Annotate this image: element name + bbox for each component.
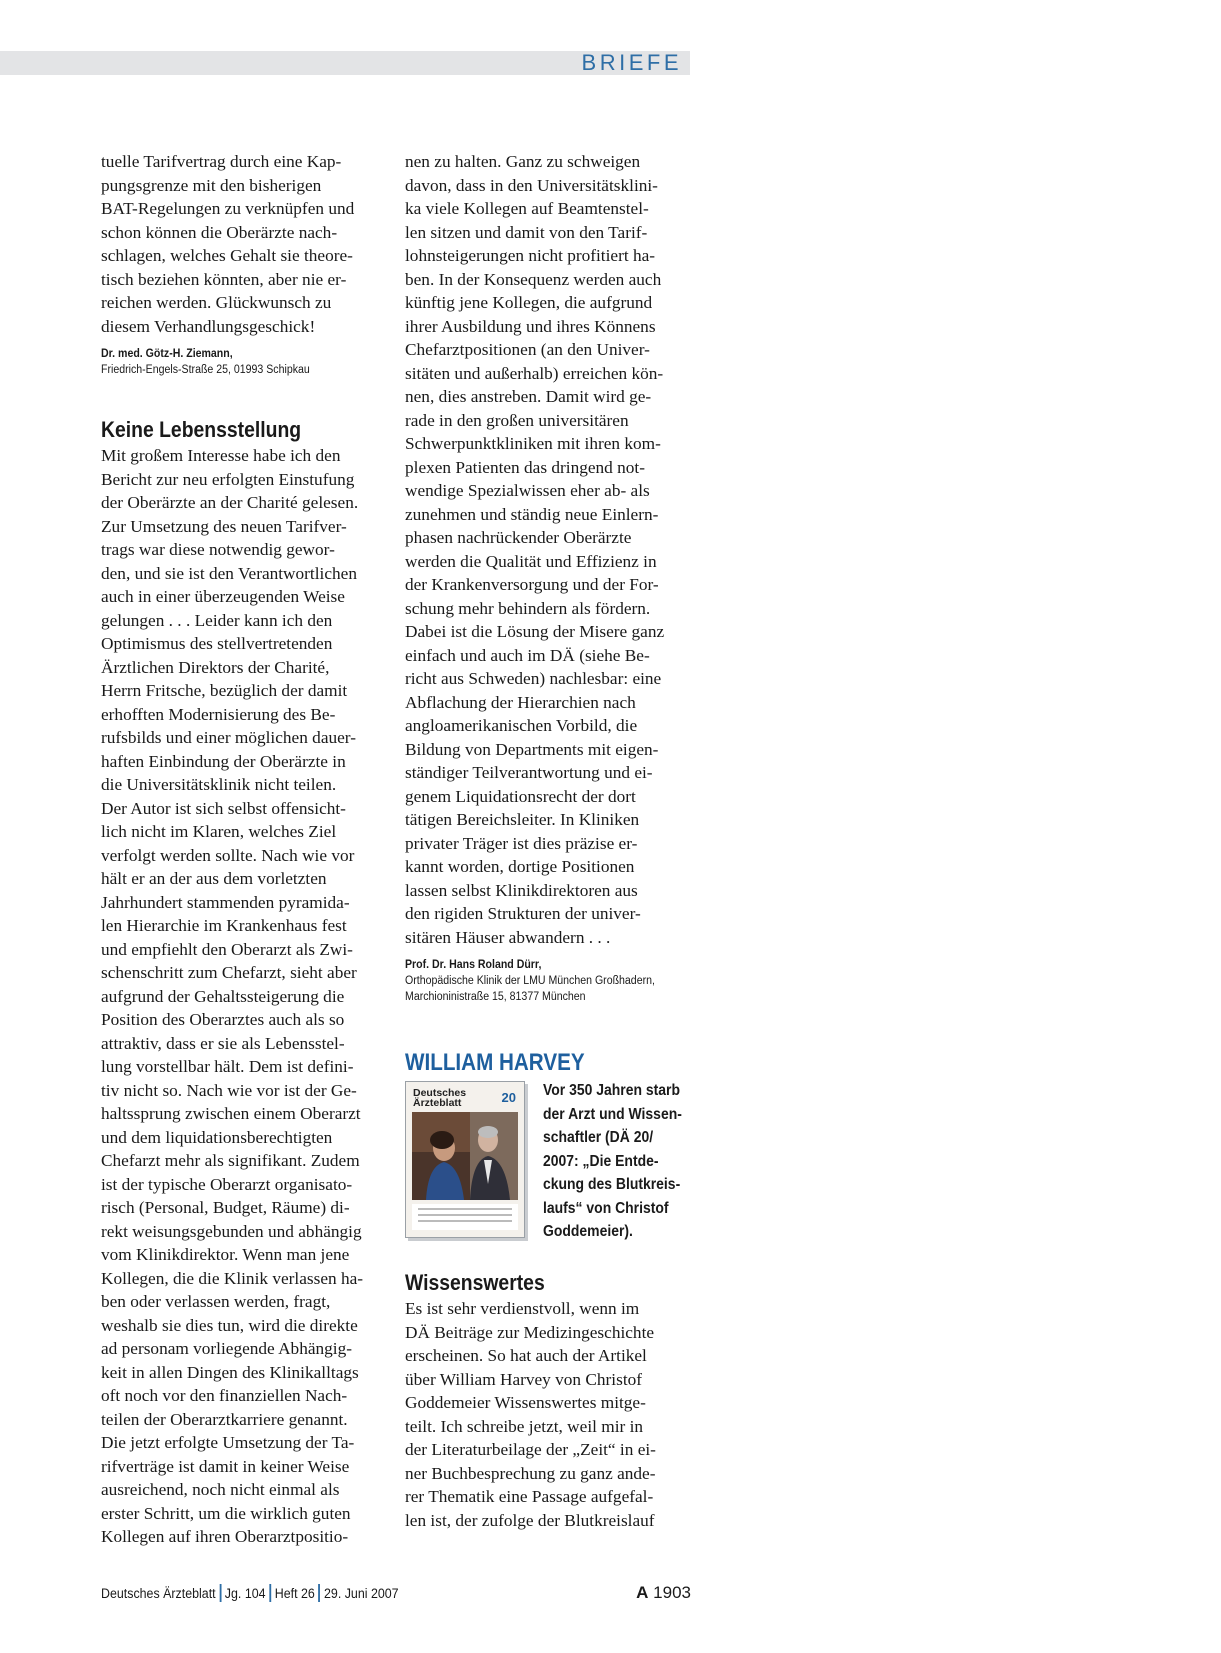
text-line: Chefarztpositionen (an den Univer- bbox=[405, 340, 650, 359]
text-line: BAT-Regelungen zu verknüpfen und bbox=[101, 199, 355, 218]
intro-paragraph bbox=[101, 150, 386, 338]
text-line: trags war diese notwendig gewor- bbox=[101, 540, 335, 559]
text-line: Dabei ist die Lösung der Misere ganz bbox=[405, 622, 665, 641]
text-line: aufgrund der Gehaltssteigerung die bbox=[101, 986, 345, 1006]
text-line: lich nicht im Klaren, welches Ziel bbox=[101, 822, 337, 841]
text-line: diesem Verhandlungsgeschick! bbox=[101, 316, 316, 336]
cover-logo-line: Ärzteblatt bbox=[413, 1097, 462, 1109]
text-line: künftig jene Kollegen, die aufgrund bbox=[405, 293, 653, 312]
footer-citation bbox=[101, 1583, 399, 1605]
page-number bbox=[636, 1582, 691, 1604]
article-body bbox=[405, 1297, 691, 1532]
text-line: zunehmen und ständig neue Einlern- bbox=[405, 504, 659, 524]
caption-line: schaftler (DÄ 20/ bbox=[543, 1129, 654, 1146]
article-heading: Wissenswertes bbox=[405, 1270, 545, 1295]
footer-separator bbox=[269, 1584, 271, 1602]
text-line: vom Klinikdirektor. Wenn man jene bbox=[101, 1245, 350, 1264]
text-line: rufsbilds und einer möglichen dauer- bbox=[101, 728, 356, 747]
text-line: wendige Spezialwissen eher ab- als bbox=[405, 481, 650, 500]
text-line: len ist, der zufolge der Blutkreislauf bbox=[405, 1510, 655, 1530]
text-line: werden die Qualität und Effizienz in bbox=[405, 551, 657, 571]
text-line: erhofften Modernisierung des Be- bbox=[101, 704, 336, 724]
footer-issue: Heft 26 bbox=[274, 1586, 315, 1601]
harvey-caption bbox=[543, 1079, 682, 1244]
text-line: tiv nicht so. Nach wie vor ist der Ge- bbox=[101, 1080, 357, 1100]
section-header-band bbox=[0, 51, 690, 75]
text-line: Die jetzt erfolgte Umsetzung der Ta- bbox=[101, 1433, 355, 1452]
text-line: hält er an der aus dem vorletzten bbox=[101, 869, 327, 888]
signature-name: Prof. Dr. Hans Roland Dürr, bbox=[405, 959, 542, 971]
text-line: nen zu halten. Ganz zu schweigen bbox=[405, 152, 641, 171]
text-line: und empfiehlt den Oberarzt als Zwi- bbox=[101, 939, 353, 959]
text-line: ständiger Teilverantwortung und ei- bbox=[405, 763, 653, 782]
text-line: ben. In der Konsequenz werden auch bbox=[405, 269, 662, 289]
text-line: Bericht zur neu erfolgten Einstufung bbox=[101, 469, 355, 489]
text-line: lassen selbst Klinikdirektoren aus bbox=[405, 880, 638, 900]
text-line: rekt weisungsgebunden und abhängig bbox=[101, 1221, 362, 1241]
footer-separator bbox=[219, 1584, 221, 1602]
signature-address: Marchioninistraße 15, 81377 München bbox=[405, 991, 586, 1003]
text-line: sitären Häuser abwandern . . . bbox=[405, 927, 611, 947]
journal-cover-image bbox=[405, 1081, 525, 1238]
text-line: der Krankenversorgung und der For- bbox=[405, 575, 659, 594]
text-line: ihrer Ausbildung und ihres Könnens bbox=[405, 316, 656, 336]
cover-logo bbox=[413, 1088, 466, 1108]
text-line: und dem liquidationsberechtigten bbox=[101, 1127, 333, 1147]
text-line: privater Träger ist dies präzise er- bbox=[405, 833, 638, 853]
article-heading: Keine Lebensstellung bbox=[101, 417, 302, 442]
page-prefix: A bbox=[636, 1583, 649, 1602]
text-line: Abflachung der Hierarchien nach bbox=[405, 692, 636, 712]
section-title: BRIEFE bbox=[581, 50, 682, 75]
text-line: einfach und auch im DÄ (siehe Be- bbox=[405, 645, 650, 665]
text-line: Ärztlichen Direktors der Charité, bbox=[101, 657, 330, 677]
text-line: oft noch vor den finanziellen Nach- bbox=[101, 1386, 348, 1405]
cover-photo bbox=[412, 1112, 518, 1200]
signature-address: Orthopädische Klinik der LMU München Großhadern, bbox=[405, 975, 655, 987]
text-line: ner Buchbesprechung zu ganz ande- bbox=[405, 1463, 656, 1483]
text-line: Schwerpunktkliniken mit ihren kom- bbox=[405, 434, 661, 453]
text-line: haltssprung zwischen einem Oberarzt bbox=[101, 1104, 361, 1123]
cover-photo-illustration bbox=[412, 1112, 518, 1200]
text-line: reichen werden. Glückwunsch zu bbox=[101, 293, 332, 312]
text-line: rer Thematik eine Passage aufgefal- bbox=[405, 1487, 654, 1506]
cover-issue-number: 20 bbox=[501, 1090, 516, 1105]
text-line: weshalb sie dies tun, wird die direkte bbox=[101, 1315, 358, 1335]
text-line: teilt. Ich schreibe jetzt, weil mir in bbox=[405, 1416, 644, 1436]
text-line: pungsgrenze mit den bisherigen bbox=[101, 175, 322, 195]
text-line: tisch beziehen könnten, aber nie er- bbox=[101, 269, 347, 289]
text-line: nen, dies anstreben. Damit wird ge- bbox=[405, 387, 652, 406]
text-line: ben oder verlassen werden, fragt, bbox=[101, 1292, 331, 1311]
text-line: schung mehr behindern als fördern. bbox=[405, 598, 651, 618]
caption-line: laufs“ von Christof bbox=[543, 1199, 669, 1217]
harvey-teaser bbox=[405, 1081, 691, 1241]
text-line: den, und sie ist den Verantwortlichen bbox=[101, 563, 357, 583]
text-line: über William Harvey von Christof bbox=[405, 1369, 643, 1389]
text-line: Jahrhundert stammenden pyramida- bbox=[101, 892, 350, 912]
text-line: ka viele Kollegen auf Beamtenstel- bbox=[405, 199, 649, 218]
text-line: erster Schritt, um die wirklich guten bbox=[101, 1503, 351, 1523]
text-line: der Literaturbeilage der „Zeit“ in ei- bbox=[405, 1440, 656, 1459]
text-line: phasen nachrückender Oberärzte bbox=[405, 528, 632, 547]
text-line: schenschritt zum Chefarzt, sieht aber bbox=[101, 963, 357, 982]
text-line: angloamerikanischen Vorbild, die bbox=[405, 716, 638, 735]
william-harvey-heading: WILLIAM HARVEY bbox=[405, 1049, 585, 1076]
text-line: lohnsteigerungen nicht profitiert ha- bbox=[405, 246, 656, 265]
text-line: schlagen, welches Gehalt sie theore- bbox=[101, 246, 353, 265]
text-line: tuelle Tarifvertrag durch eine Kap- bbox=[101, 152, 342, 171]
signature-address: Friedrich-Engels-Straße 25, 01993 Schipkau bbox=[101, 364, 310, 376]
page-number-value: 1903 bbox=[653, 1583, 691, 1602]
text-line: Kollegen auf ihren Oberarztpositio- bbox=[101, 1527, 349, 1546]
text-line: der Oberärzte an der Charité gelesen. bbox=[101, 493, 359, 512]
cover-footer bbox=[412, 1204, 518, 1230]
text-line: attraktiv, dass er sie als Lebensstel- bbox=[101, 1033, 345, 1053]
text-line: kannt worden, dortige Positionen bbox=[405, 857, 635, 876]
text-line: Goddemeier Wissenswertes mitge- bbox=[405, 1393, 646, 1412]
left-column bbox=[101, 150, 386, 1549]
footer-journal: Deutsches Ärzteblatt bbox=[101, 1586, 216, 1601]
footer-volume: Jg. 104 bbox=[224, 1586, 266, 1601]
text-line: rifverträge ist damit in keiner Weise bbox=[101, 1456, 350, 1476]
article-body bbox=[101, 444, 386, 1549]
cover-logo-line: Deutsches bbox=[413, 1087, 467, 1099]
caption-line: Vor 350 Jahren starb bbox=[543, 1082, 680, 1099]
text-line: ist der typische Oberarzt organisato- bbox=[101, 1174, 353, 1194]
text-line: tätigen Bereichsleiter. In Kliniken bbox=[405, 810, 640, 829]
text-line: haften Einbindung der Oberärzte in bbox=[101, 751, 346, 771]
text-line: davon, dass in den Universitätsklini- bbox=[405, 175, 658, 195]
text-line: auch in einer überzeugenden Weise bbox=[101, 587, 345, 606]
caption-line: ckung des Blutkreis- bbox=[543, 1176, 681, 1193]
text-line: Bildung von Departments mit eigen- bbox=[405, 739, 659, 759]
text-line: plexen Patienten das dringend not- bbox=[405, 457, 645, 477]
text-line: Herrn Fritsche, bezüglich der damit bbox=[101, 681, 348, 700]
text-line: rade in den großen universitären bbox=[405, 410, 629, 430]
right-column bbox=[405, 150, 691, 1532]
text-line: verfolgt werden sollte. Nach wie vor bbox=[101, 845, 355, 865]
footer-date: 29. Juni 2007 bbox=[323, 1586, 399, 1601]
text-line: Optimismus des stellvertretenden bbox=[101, 634, 333, 653]
text-line: erscheinen. So hat auch der Artikel bbox=[405, 1346, 647, 1365]
text-line: Mit großem Interesse habe ich den bbox=[101, 446, 341, 465]
text-line: richt aus Schweden) nachlesbar: eine bbox=[405, 669, 662, 688]
text-line: den rigiden Strukturen der univer- bbox=[405, 904, 641, 923]
text-line: DÄ Beiträge zur Medizingeschichte bbox=[405, 1322, 655, 1342]
text-line: risch (Personal, Budget, Räume) di- bbox=[101, 1198, 350, 1217]
text-line: Kollegen, die die Klinik verlassen ha- bbox=[101, 1268, 364, 1288]
text-line: gelungen . . . Leider kann ich den bbox=[101, 610, 333, 630]
caption-line: Goddemeier). bbox=[543, 1223, 633, 1240]
text-line: schon können die Oberärzte nach- bbox=[101, 222, 338, 242]
text-line: Chefarzt mehr als signifikant. Zudem bbox=[101, 1151, 360, 1170]
footer-separator bbox=[318, 1584, 320, 1602]
text-line: die Universitätsklinik nicht teilen. bbox=[101, 775, 337, 794]
caption-line: 2007: „Die Entde- bbox=[543, 1152, 659, 1170]
article-body-continued bbox=[405, 150, 691, 949]
text-line: genem Liquidationsrecht der dort bbox=[405, 786, 636, 806]
page-footer bbox=[101, 1583, 691, 1607]
text-line: Der Autor ist sich selbst offensicht- bbox=[101, 798, 346, 818]
text-line: Es ist sehr verdienstvoll, wenn im bbox=[405, 1299, 640, 1318]
text-line: sitäten und außerhalb) erreichen kön- bbox=[405, 363, 664, 383]
text-line: Zur Umsetzung des neuen Tarifver- bbox=[101, 516, 347, 536]
text-line: ad personam vorliegende Abhängig- bbox=[101, 1339, 352, 1358]
text-line: lung vorstellbar hält. Dem ist defini- bbox=[101, 1057, 354, 1076]
text-line: ausreichend, noch nicht einmal als bbox=[101, 1480, 340, 1499]
text-line: teilen der Oberarztkarriere genannt. bbox=[101, 1409, 348, 1429]
text-line: len sitzen und damit von den Tarif- bbox=[405, 222, 648, 242]
text-line: Position des Oberarztes auch als so bbox=[101, 1010, 345, 1029]
text-line: keit in allen Dingen des Klinikalltags bbox=[101, 1362, 359, 1382]
caption-line: der Arzt und Wissen- bbox=[543, 1105, 682, 1123]
signature-name: Dr. med. Götz-H. Ziemann, bbox=[101, 348, 233, 360]
text-line: len Hierarchie im Krankenhaus fest bbox=[101, 916, 347, 935]
